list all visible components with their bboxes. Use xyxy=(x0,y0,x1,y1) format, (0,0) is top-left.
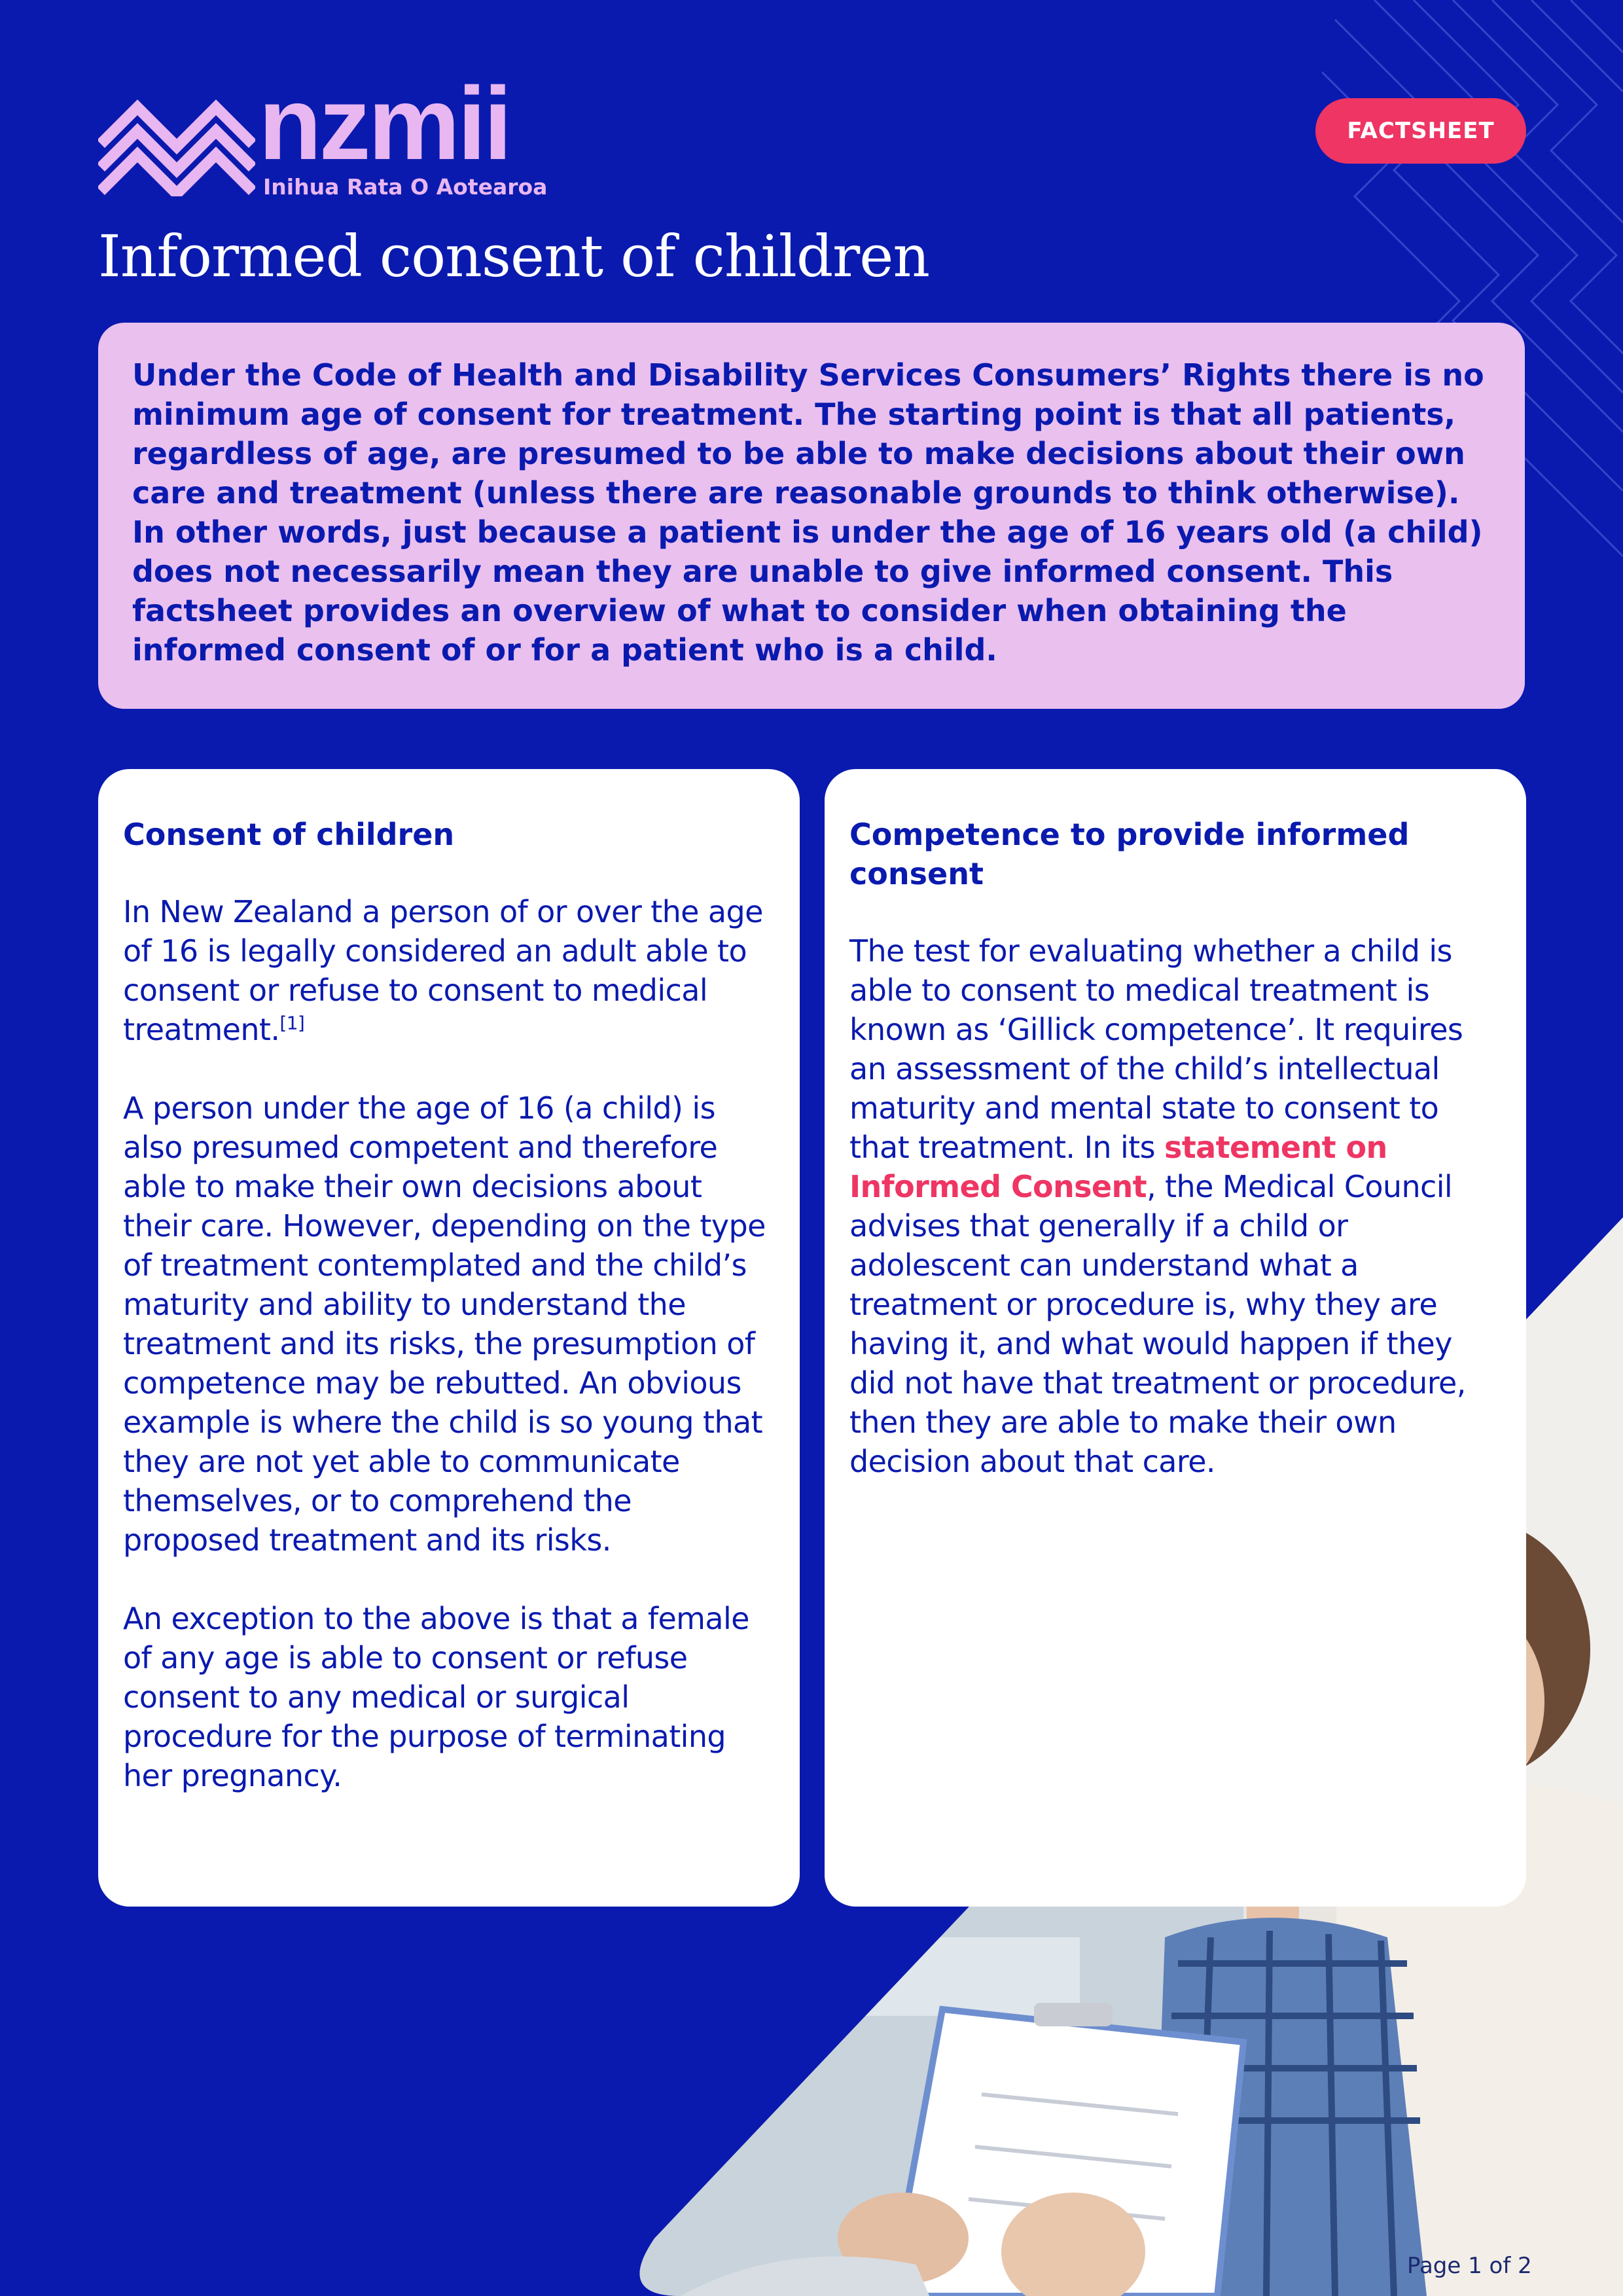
card-paragraph xyxy=(849,931,1501,1481)
paragraph-text: The test for evaluating whether a child is able to consent to medical treatment is known as ‘Gillick competence’. It requires an assessment of the child’s intellectual maturity and mental state to consent to that treatment. In its xyxy=(849,933,1463,1165)
consent-of-children-card xyxy=(98,769,800,1907)
paragraph-text: , the Medical Council advises that generally if a child or adolescent can understand what a treatment or procedure is, why they are having it, and what would happen if they did not have that treatment or procedure, then they are able to make their own decision about that care. xyxy=(849,1169,1466,1479)
footnote-reference[interactable]: [1] xyxy=(279,1012,305,1034)
logo-tagline: Inihua Rata O Aotearoa xyxy=(263,174,548,200)
intro-text: Under the Code of Health and Disability Services Consumers’ Rights there is no minimum age of consent for treatment. The starting point is that all patients, regardless of age, are presumed to be able to make decisions about their own care and treatment (unless there are reasonable grounds to think otherwise). In other words, just because a patient is under the age of 16 years old (a child) does not necessarily mean they are unable to give informed consent. This factsheet provides an overview of what to consider when obtaining the informed consent of or for a patient who is a child. xyxy=(132,357,1484,668)
page-number: Page 1 of 2 xyxy=(1407,2253,1532,2279)
page-title: Informed consent of children xyxy=(98,223,929,290)
logo-wordmark: nzmii xyxy=(259,66,510,181)
informed-consent-statement-link[interactable]: statement on Informed Consent xyxy=(849,1130,1387,1204)
factsheet-badge: FACTSHEET xyxy=(1315,98,1526,164)
nzmii-logo[interactable] xyxy=(98,66,550,203)
card-paragraph xyxy=(123,892,775,1049)
card-paragraph: A person under the age of 16 (a child) is also presumed competent and therefore able to make their own decisions about their care. However, depending on the type of treatment contemplated and the child’s maturity and ability to understand the treatment and its risks, the presumption of competence may be rebutted. An obvious example is where the child is so young that they are not yet able to communicate themselves, or to comprehend the proposed treatment and its risks. xyxy=(123,1090,766,1558)
card-paragraph: An exception to the above is that a female of any age is able to consent or refuse consent to any medical or surgical procedure for the purpose of terminating her pregnancy. xyxy=(123,1601,749,1793)
logo-mountain-icon xyxy=(98,98,255,196)
card-heading: Consent of children xyxy=(123,817,455,852)
competence-card xyxy=(825,769,1526,1907)
card-heading: Competence to provide informed consent xyxy=(849,817,1410,891)
intro-panel xyxy=(98,323,1525,709)
paragraph-text: In New Zealand a person of or over the age of 16 is legally considered an adult able to consent or refuse to consent to medical treatment. xyxy=(123,894,763,1047)
